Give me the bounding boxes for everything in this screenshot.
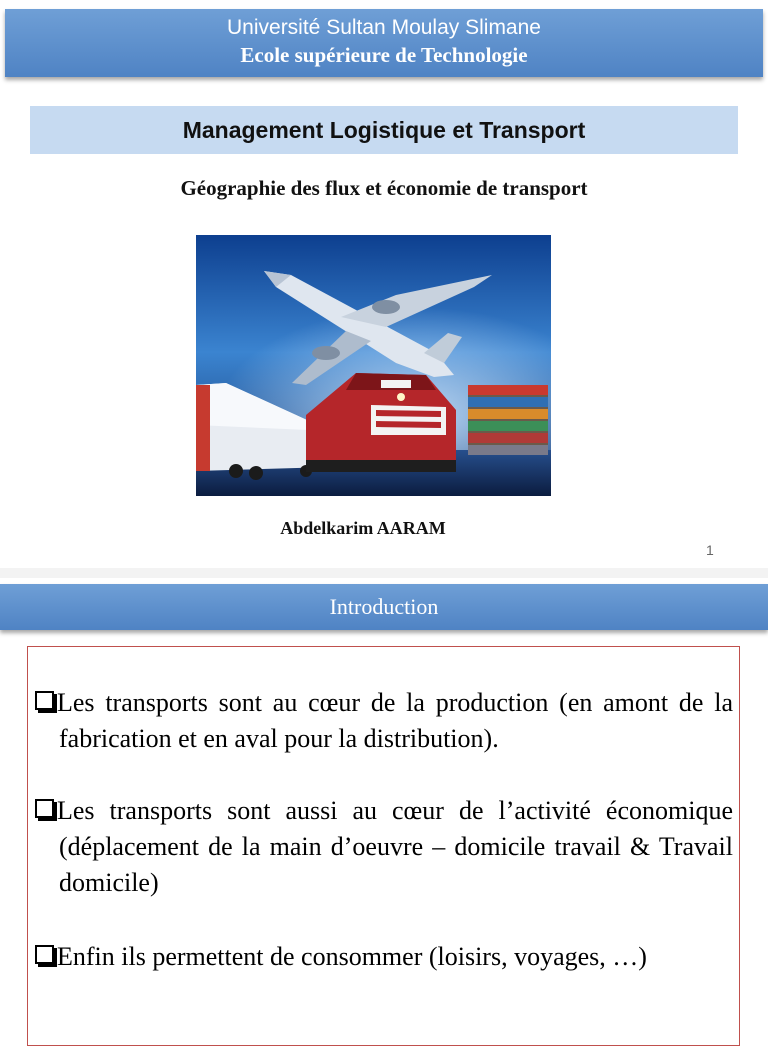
checkbox-bullet-icon [35, 799, 54, 818]
content-box [27, 646, 740, 1046]
slide-divider [0, 568, 768, 578]
bullet-text: Les transports sont au cœur de la production (en amont de la fabrication et en aval pour la distribution). [57, 688, 733, 753]
slide-2 [0, 578, 768, 1024]
bullet-item [35, 685, 733, 757]
subtitle: Géographie des flux et économie de transport [180, 176, 588, 200]
bullet-text: Les transports sont aussi au cœur de l’activité économique (déplacement de la main d’oeuvre – domicile travail & Travail domicile) [57, 796, 733, 897]
slide-title: Introduction [0, 584, 768, 630]
checkbox-bullet-icon [35, 691, 54, 710]
course-title: Management Logistique et Transport [30, 106, 738, 154]
checkbox-bullet-icon [35, 945, 54, 964]
bullet-text: Enfin ils permettent de consommer (loisirs, voyages, …) [57, 942, 647, 971]
transport-photo [196, 235, 551, 496]
container-stack [468, 385, 548, 455]
bullet-item [35, 939, 733, 975]
school-name: Ecole supérieure de Technologie [240, 43, 528, 67]
university-banner [5, 9, 763, 77]
bullet-list [35, 685, 733, 1013]
university-name: Université Sultan Moulay Slimane [227, 16, 541, 39]
bullet-item [35, 793, 733, 901]
page-number: 1 [706, 542, 714, 558]
author-name: Abdelkarim AARAM [280, 518, 446, 538]
